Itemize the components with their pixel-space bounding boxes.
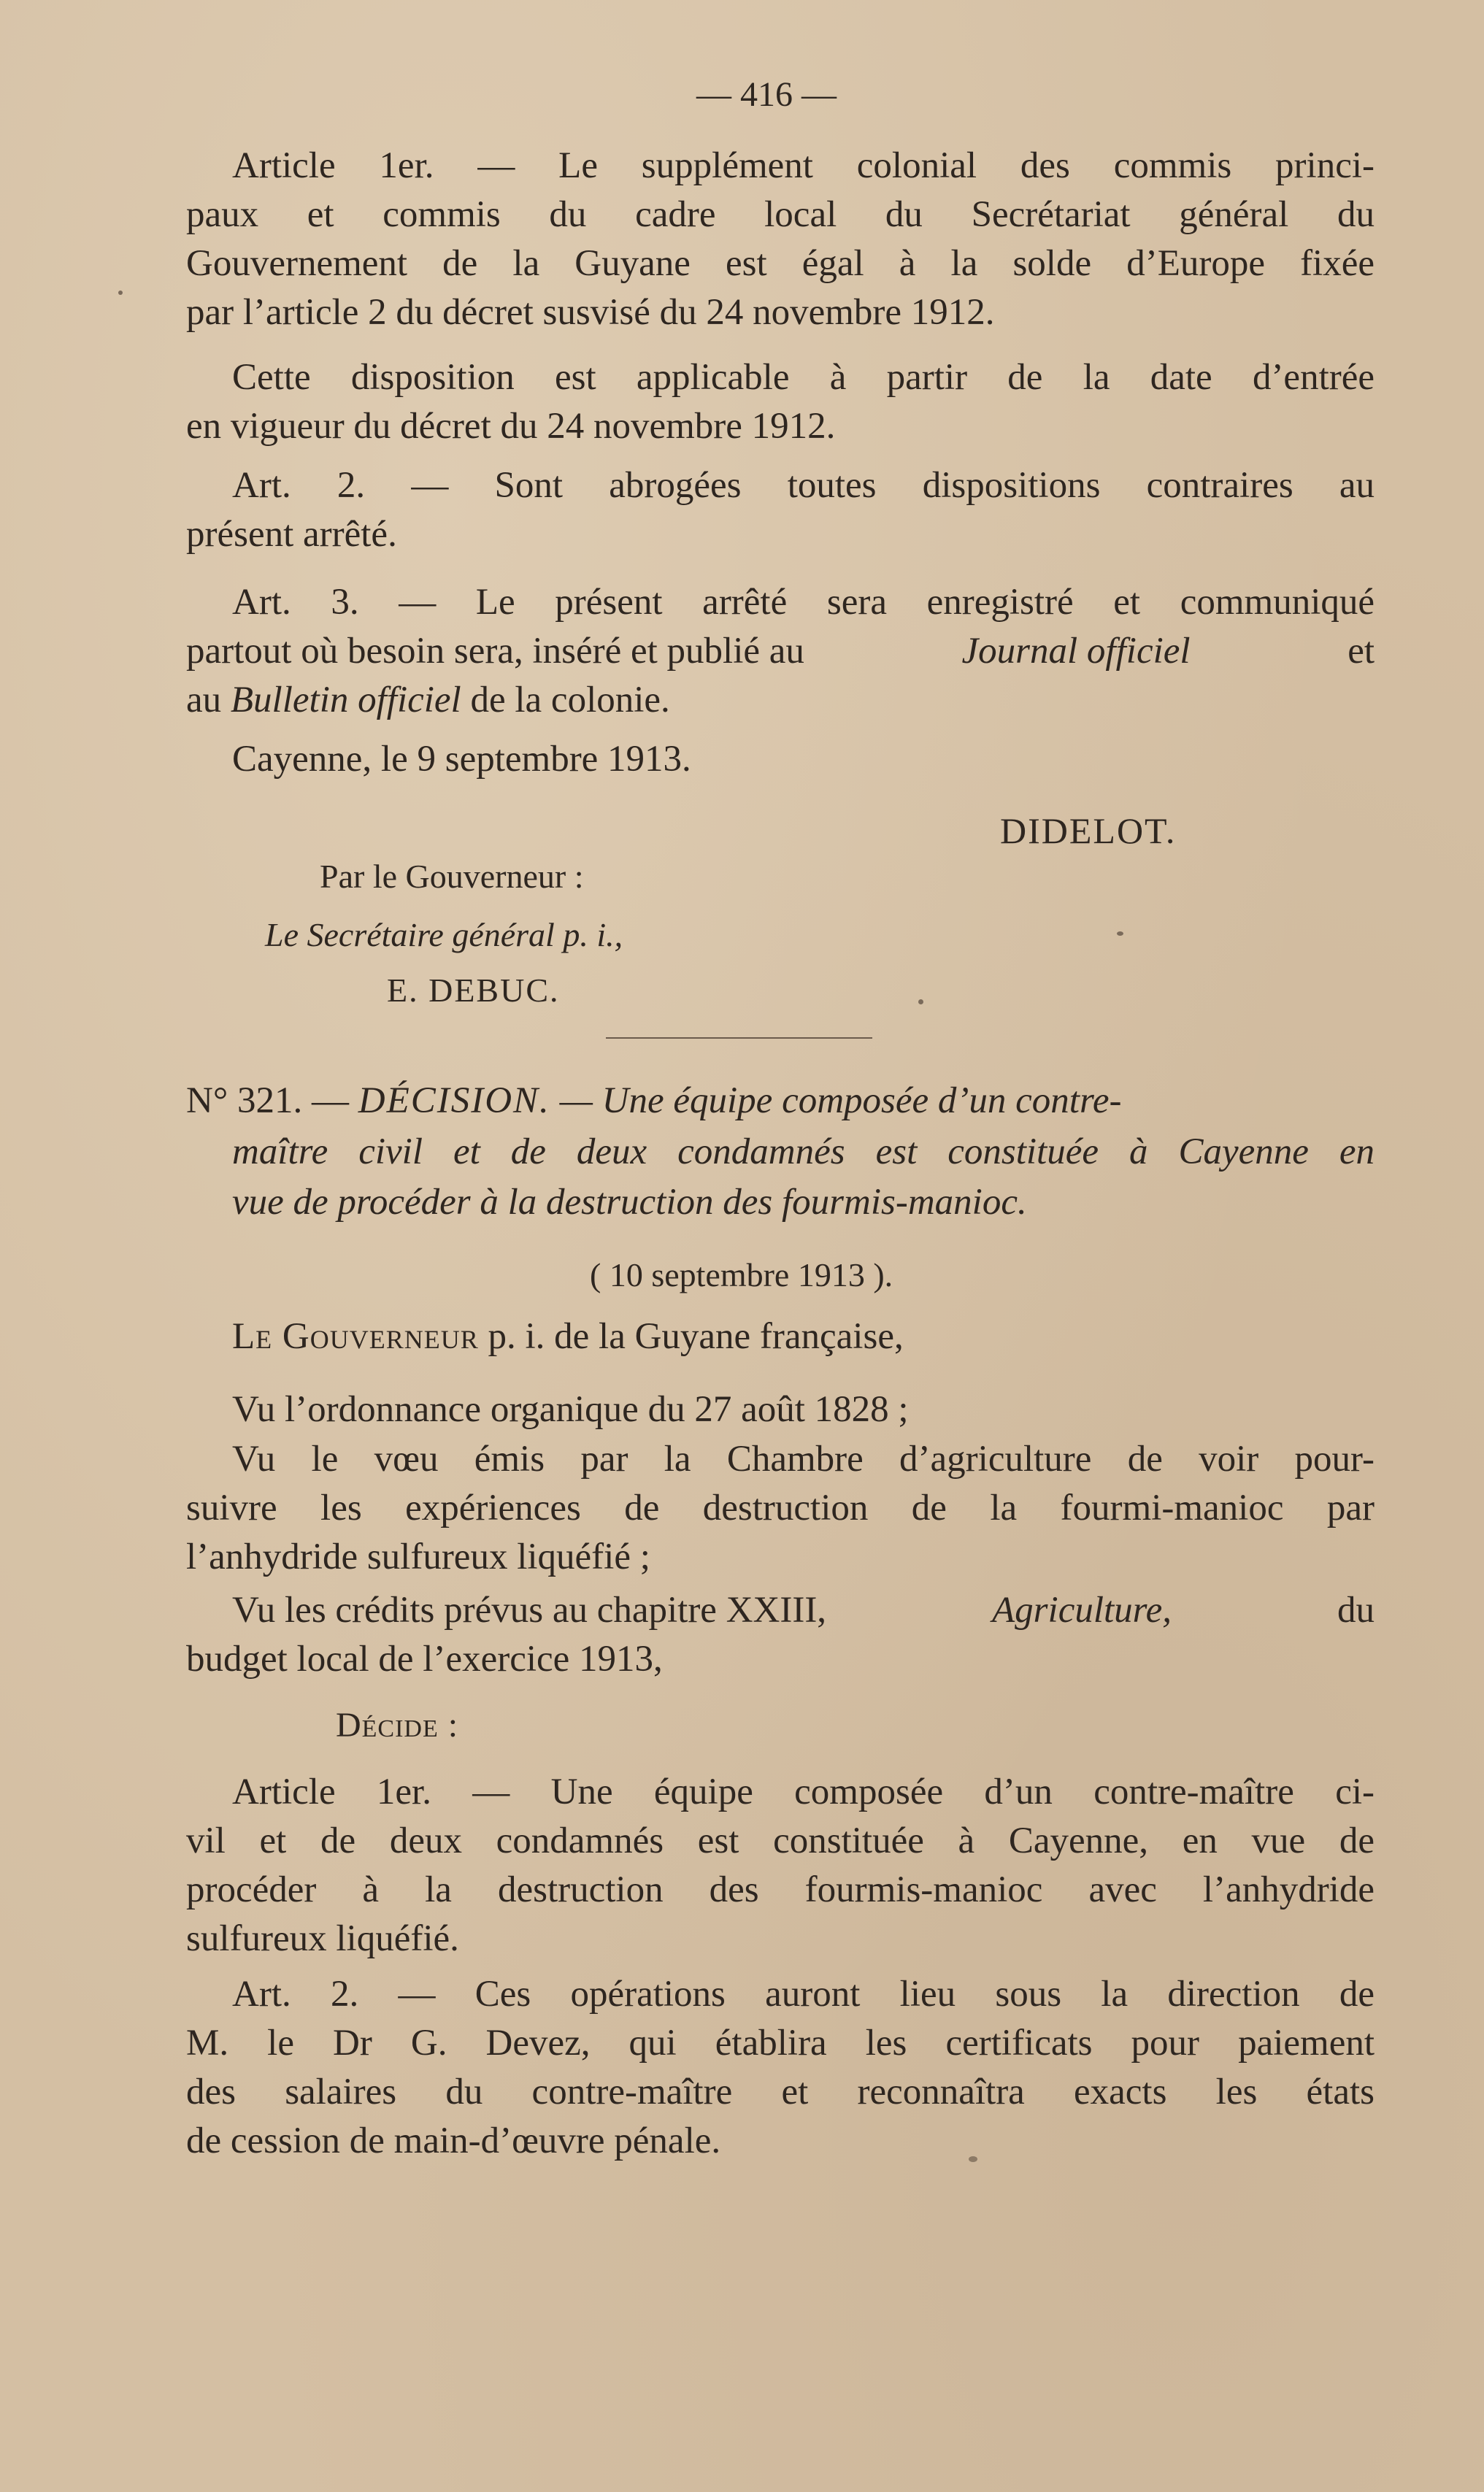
- decision-title-line3: vue de procéder à la destruction des fourmis-manioc.: [232, 1182, 1027, 1223]
- decide-heading: Décide :: [336, 1706, 459, 1745]
- arrete-art1-line2: paux et commis du cadre local du Secrétariat général du: [186, 194, 1375, 235]
- arrete-art3-line3-start: au: [186, 680, 222, 720]
- ink-speck: [969, 2156, 977, 2162]
- section-separator: [606, 1037, 872, 1039]
- arrete-art3-line3-end: de la colonie.: [470, 680, 670, 720]
- countersignature-debuc: E. DEBUC.: [387, 972, 560, 1009]
- vu-voeu-line1: Vu le vœu émis par la Chambre d’agriculture de voir pour-: [232, 1439, 1375, 1480]
- decision-art1-line2: vil et de deux condamnés est constituée à Cayenne, en vue de: [186, 1820, 1375, 1861]
- bulletin-officiel-title: Bulletin officiel: [230, 680, 461, 720]
- decision-art2-line4: de cession de main-d’œuvre pénale.: [186, 2120, 721, 2161]
- decision-date: ( 10 septembre 1913 ).: [590, 1256, 893, 1293]
- decision-title-line2: maître civil et de deux condamnés est constituée à Cayenne en: [232, 1131, 1375, 1172]
- ink-speck: [918, 999, 923, 1004]
- ink-speck: [118, 291, 123, 295]
- arrete-art2-line2: présent arrêté.: [186, 514, 397, 555]
- gouverneur-rest: p. i. de la Guyane française,: [488, 1316, 904, 1357]
- arrete-art3-line2-end: et: [1347, 631, 1375, 672]
- decision-art1-line1: Article 1er. — Une équipe composée d’un contre-maître ci-: [232, 1772, 1375, 1812]
- decision-kind: DÉCISION.: [358, 1080, 550, 1121]
- decision-art2-line2: M. le Dr G. Devez, qui établira les certificats pour paiement: [186, 2023, 1375, 2064]
- place-date: Cayenne, le 9 septembre 1913.: [232, 739, 691, 780]
- vu-credits-text: Vu les crédits prévus au chapitre XXIII,: [232, 1590, 827, 1631]
- vu-credits-line1: [232, 1588, 1375, 1632]
- arrete-disposition-line2: en vigueur du décret du 24 novembre 1912.: [186, 406, 836, 447]
- arrete-art3-line3: [186, 678, 670, 722]
- decision-art2-line1: Art. 2. — Ces opérations auront lieu sous la direction de: [232, 1974, 1375, 2015]
- vu-voeu-line2: suivre les expériences de destruction de la fourmi-manioc par: [186, 1488, 1375, 1528]
- gouverneur-title: Le Gouverneur: [232, 1316, 479, 1357]
- arrete-art1-line3: Gouvernement de la Guyane est égal à la solde d’Europe fixée: [186, 243, 1375, 284]
- page-number: — 416 —: [696, 75, 837, 114]
- decision-heading-line1: [186, 1079, 1369, 1123]
- decision-art2-line3: des salaires du contre-maître et reconnaîtra exacts les états: [186, 2072, 1375, 2112]
- arrete-art1-line1: Article 1er. — Le supplément colonial des commis princi-: [232, 145, 1375, 186]
- decision-art1-line4: sulfureux liquéfié.: [186, 1918, 459, 1959]
- vu-credits-end: du: [1337, 1590, 1375, 1631]
- arrete-art2-line1: Art. 2. — Sont abrogées toutes dispositions contraires au: [232, 465, 1375, 506]
- decision-title-line1: — Une équipe composée d’un contre-: [559, 1080, 1122, 1121]
- decision-art1-line3: procéder à la destruction des fourmis-manioc avec l’anhydride: [186, 1869, 1375, 1910]
- decision-dash: —: [311, 1080, 349, 1121]
- ink-speck: [1117, 931, 1123, 936]
- vu-credits-line2: budget local de l’exercice 1913,: [186, 1639, 663, 1680]
- arrete-art3-line2-text: partout où besoin sera, inséré et publié au: [186, 631, 804, 672]
- par-le-gouverneur: Par le Gouverneur :: [320, 858, 584, 895]
- vu-voeu-line3: l’anhydride sulfureux liquéfié ;: [186, 1537, 650, 1577]
- decision-number: N° 321.: [186, 1080, 303, 1121]
- journal-officiel-title: Journal officiel: [961, 631, 1191, 672]
- arrete-disposition-line1: Cette disposition est applicable à partir de la date d’entrée: [232, 357, 1375, 398]
- arrete-art3-line1: Art. 3. — Le présent arrêté sera enregistré et communiqué: [232, 582, 1375, 623]
- agriculture-chapter: Agriculture,: [992, 1590, 1172, 1631]
- vu-ordonnance: Vu l’ordonnance organique du 27 août 1828 ;: [232, 1389, 909, 1430]
- signature-didelot: DIDELOT.: [1000, 810, 1177, 851]
- arrete-art3-line2: [186, 629, 1375, 673]
- secretaire-general: Le Secrétaire général p. i.,: [265, 916, 623, 953]
- gouverneur-line: [232, 1315, 904, 1358]
- arrete-art1-line4: par l’article 2 du décret susvisé du 24 novembre 1912.: [186, 292, 995, 333]
